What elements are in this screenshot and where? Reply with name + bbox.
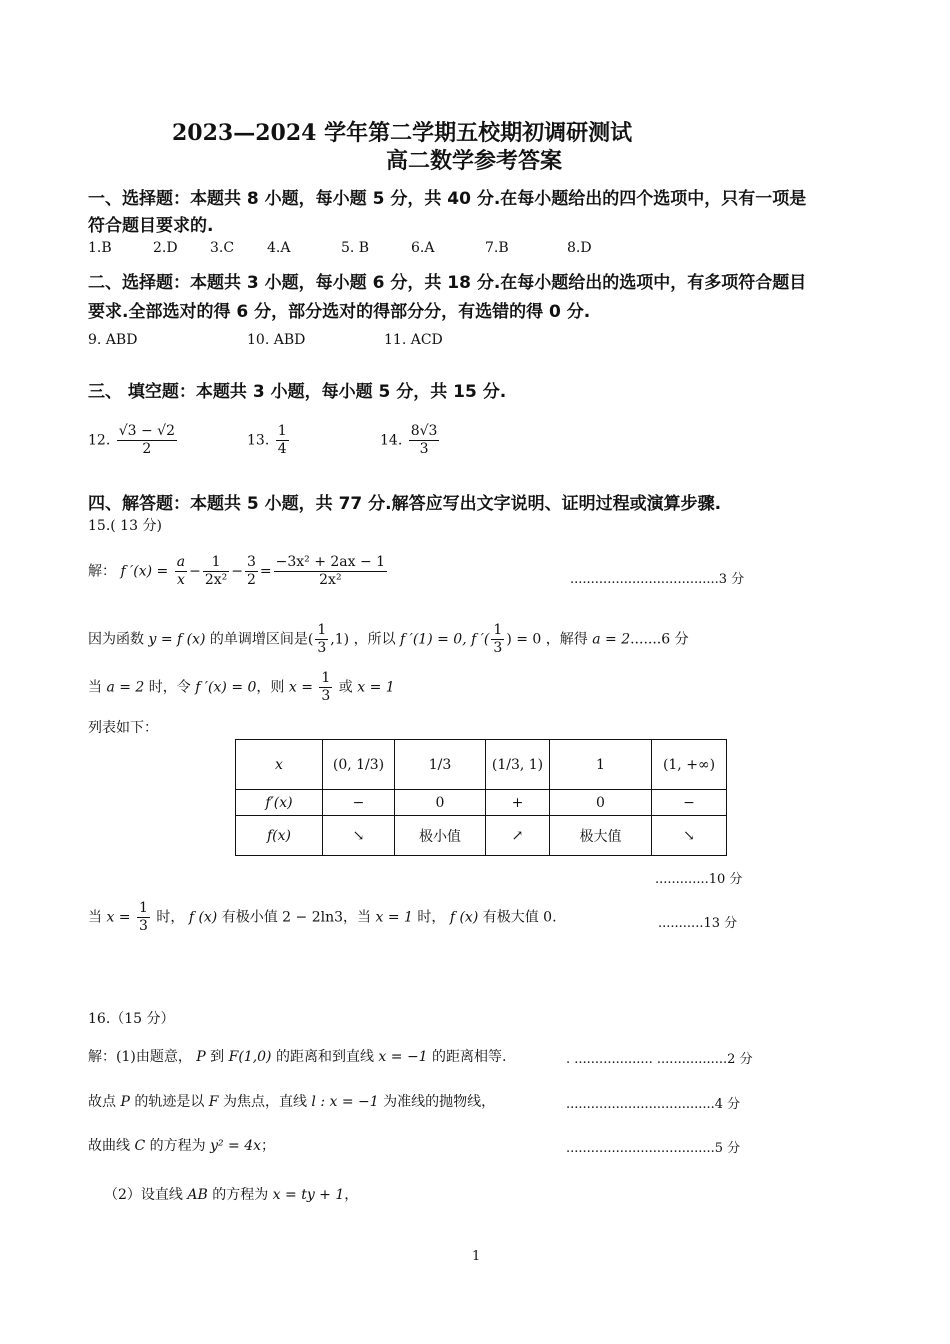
q16-score-2: . ................... .................2 分 — [566, 1052, 753, 1067]
doc-subtitle: 高二数学参考答案 — [386, 148, 563, 174]
answer-7: 7.B — [485, 240, 509, 256]
section2-heading-2: 要求.全部选对的得 6 分，部分选对的得部分分，有选错的得 0 分. — [88, 302, 591, 322]
q15-critical-points: 当 a = 2 时，令 f ′(x) = 0，则 x = $\frac{1}{3}$ 或 x = 1 — [88, 670, 395, 704]
q16-score-4: ....................................4 分 — [566, 1097, 741, 1112]
q16-line4: （2）设直线 AB 的方程为 x = ty + 1， — [104, 1187, 359, 1203]
answer-6: 6.A — [411, 240, 435, 256]
doc-title: 2023—2024 学年第二学期五校期初调研测试 — [172, 120, 633, 146]
table-cell: + — [486, 790, 550, 816]
answer-1: 1.B — [88, 240, 112, 256]
answer-10: 10. ABD — [247, 332, 306, 348]
table-cell: (0, 1/3) — [323, 740, 395, 790]
q16-line1: 解：(1)由题意， P 到 F(1,0) 的距离和到直线 x = −1 的距离相等. — [88, 1049, 507, 1065]
q16-line3: 故曲线 C 的方程为 y² = 4x； — [88, 1138, 276, 1154]
q15-derivative: 解： f ′(x) = $\frac{a}{x}$ − $\frac{1}{\text{2x²}}$ − $\frac{3}{2}$ = $\frac{\text{−3x² + 2ax − 1}}{\text{2x²}}$ — [88, 554, 386, 588]
answer-14: 14. $\frac{8√3}{3}$ — [380, 423, 438, 457]
table-cell: f(x) — [236, 816, 323, 856]
table-row — [236, 790, 727, 816]
answer-8: 8.D — [567, 240, 592, 256]
q15-score-10: .............10 分 — [655, 872, 743, 887]
q16-line2: 故点 P 的轨迹是以 F 为焦点，直线 l : x = −1 为准线的抛物线， — [88, 1094, 496, 1110]
answer-12: 12. $\frac{√3 - √2}{2}$ — [88, 423, 176, 457]
q15-score-3: ....................................3 分 — [570, 572, 745, 587]
q15-table-intro: 列表如下： — [88, 720, 158, 736]
q16-label: 16.（15 分） — [88, 1011, 175, 1027]
answer-9: 9. ABD — [88, 332, 138, 348]
section3-heading: 三、 填空题：本题共 3 小题，每小题 5 分，共 15 分. — [88, 382, 507, 402]
table-cell: (1/3, 1) — [486, 740, 550, 790]
answer-5: 5. B — [341, 240, 370, 256]
table-cell: 0 — [395, 790, 486, 816]
q16-score-5: ....................................5 分 — [566, 1141, 741, 1156]
answer-4: 4.A — [267, 240, 291, 256]
table-cell: − — [323, 790, 395, 816]
table-cell: ↘ — [323, 816, 395, 856]
q15-table — [235, 739, 727, 856]
section1-heading-2: 符合题目要求的. — [88, 216, 214, 236]
table-row — [236, 740, 727, 790]
q15-extrema: 当 x = $\frac{1}{3}$ 时， f (x) 有极小值 2 − 2ln3，当 x = 1 时， f (x) 有极大值 0. — [88, 900, 557, 934]
table-cell: x — [236, 740, 323, 790]
table-cell: − — [652, 790, 727, 816]
table-cell: 极小值 — [395, 816, 486, 856]
answer-3: 3.C — [210, 240, 235, 256]
answer-2: 2.D — [153, 240, 178, 256]
page-number: 1 — [472, 1249, 481, 1264]
table-cell: 0 — [550, 790, 652, 816]
section4-heading: 四、解答题：本题共 5 小题，共 77 分.解答应写出文字说明、证明过程或演算步骤. — [88, 494, 722, 514]
q15-label: 15.( 13 分) — [88, 518, 162, 534]
q15-monotonic: 因为函数 y = f (x) 的单调增区间是( $\frac{1}{3}$ ,1) ，所以 f ′(1) = 0, f ′( $\frac{1}{3}$ ) = 0 ，解得 a = 2.......6 分 — [88, 622, 689, 656]
table-cell: 极大值 — [550, 816, 652, 856]
table-cell: ↘ — [652, 816, 727, 856]
section2-heading-1: 二、选择题：本题共 3 小题，每小题 6 分，共 18 分.在每小题给出的选项中，有多项符合题目 — [88, 273, 807, 293]
table-cell: f′(x) — [236, 790, 323, 816]
table-cell: 1/3 — [395, 740, 486, 790]
table-row — [236, 816, 727, 856]
answer-13: 13. $\frac{1}{4}$ — [247, 423, 287, 457]
table-cell: ↗ — [486, 816, 550, 856]
answer-11: 11. ACD — [384, 332, 443, 348]
section1-heading-1: 一、选择题：本题共 8 小题，每小题 5 分，共 40 分.在每小题给出的四个选项中，只有一项是 — [88, 189, 807, 209]
table-cell: 1 — [550, 740, 652, 790]
table-cell: (1, +∞) — [652, 740, 727, 790]
q15-score-13: ...........13 分 — [658, 916, 738, 931]
